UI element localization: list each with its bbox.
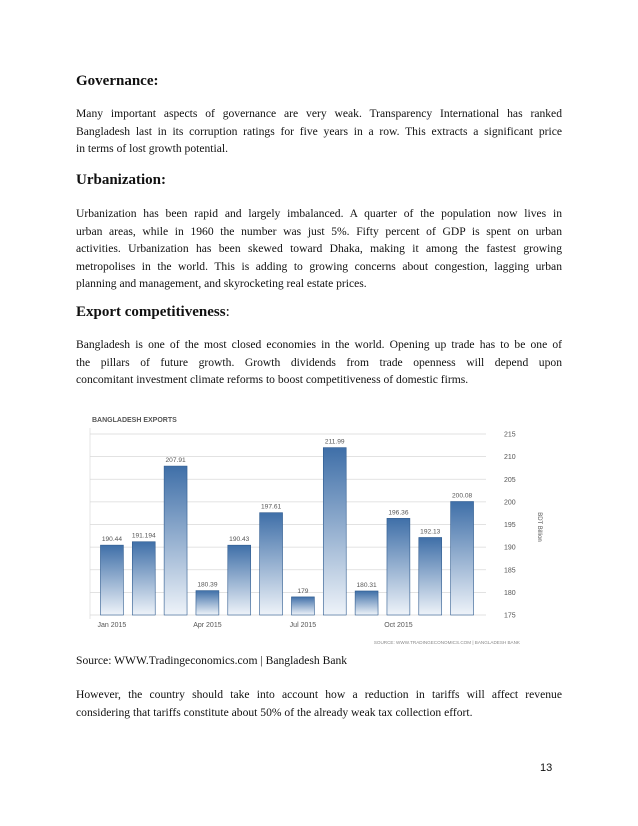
text-line: urban areas, while in 1960 the number was just 5%. Fifty percent of GDP is spent on urban [76, 224, 562, 238]
data-label: 197.61 [260, 503, 282, 511]
bar [355, 591, 378, 615]
y-tick-label: 195 [504, 522, 516, 529]
source-line: Source: WWW.Tradingeconomics.com | Bangladesh Bank [76, 654, 348, 667]
data-label: 190.44 [101, 536, 123, 544]
urbanization-heading: Urbanization: [76, 172, 166, 188]
bar [451, 502, 474, 615]
text-line: Many important aspects of governance are very weak. Transparency International has ranked [76, 107, 562, 120]
y-tick-label: 185 [504, 567, 516, 575]
export-heading-text: Export competitiveness [76, 304, 226, 320]
bar [419, 537, 442, 615]
bar [132, 542, 155, 615]
bar [196, 591, 219, 615]
text-line: concomitant investment climate reforms to boost competitiveness of domestic firms. [76, 373, 469, 387]
text-line: Bangladesh is one of the most closed economies in the world. Opening up trade has to be one of [76, 338, 562, 351]
data-label: 180.39 [197, 581, 218, 589]
data-label: 207.91 [165, 457, 186, 465]
bar [100, 545, 123, 615]
bar [164, 466, 187, 615]
text-line: considering that tariffs constitute about 50% of the already weak tax collection effort. [76, 705, 473, 719]
data-label: 179 [297, 587, 309, 595]
y-axis-label: BDT Billion [536, 512, 542, 542]
bar [387, 518, 410, 615]
data-label: 180.31 [356, 581, 377, 589]
x-tick-label: Oct 2015 [384, 622, 413, 629]
data-label: 211.99 [324, 438, 345, 446]
text-line: in terms of lost growth potential. [76, 142, 228, 156]
data-label: 196.36 [388, 509, 409, 517]
text-line: metropolises in the world. This is adding to growing concerns about congestion, lagging urban [76, 259, 562, 273]
chart-title: BANGLADESH EXPORTS [92, 417, 177, 424]
text-line: the pillars of future growth. Growth dividends from trade openness will depend upon [76, 355, 562, 369]
text-line: planning and management, and skyrocketing real estate prices. [76, 277, 367, 291]
x-tick-label: Jan 2015 [97, 622, 127, 629]
data-label: 190.43 [229, 536, 250, 544]
y-tick-label: 210 [504, 454, 516, 462]
data-label: 191.194 [131, 532, 156, 540]
conclusion-paragraph [76, 686, 562, 721]
chart-source-note: SOURCE: WWW.TRADINGECONOMICS.COM | BANGLADESH BANK [373, 640, 520, 645]
bar [260, 513, 283, 615]
y-tick-label: 205 [504, 476, 516, 484]
y-tick-label: 190 [504, 544, 516, 552]
text-line: activities. Urbanization has been skewed toward Dhaka, making it among the fastest growing [76, 242, 562, 256]
bar [291, 597, 314, 615]
export-heading [76, 304, 230, 321]
export-paragraph [76, 336, 562, 389]
governance-paragraph [76, 105, 562, 158]
exports-bar-chart [76, 407, 562, 645]
y-tick-label: 215 [504, 431, 516, 439]
export-heading-colon: : [225, 304, 230, 320]
page-number: 13 [540, 762, 553, 774]
text-line: Urbanization has been rapid and largely imbalanced. A quarter of the population now lives in [76, 207, 562, 220]
x-tick-label: Jul 2015 [289, 622, 317, 629]
x-tick-label: Apr 2015 [193, 622, 222, 629]
bar [323, 448, 346, 615]
urbanization-paragraph [76, 205, 562, 293]
bar [228, 545, 251, 615]
y-tick-label: 180 [504, 589, 516, 597]
governance-heading: Governance: [76, 73, 159, 89]
data-label: 192.13 [420, 528, 441, 536]
y-tick-label: 175 [504, 612, 516, 620]
text-line: However, the country should take into account how a reduction in tariffs will affect revenue [76, 688, 562, 701]
data-label: 200.08 [451, 492, 473, 500]
y-tick-label: 200 [504, 499, 516, 507]
text-line: Bangladesh last in its corruption ratings for five years in a row. This extracts a significant price [76, 124, 562, 138]
